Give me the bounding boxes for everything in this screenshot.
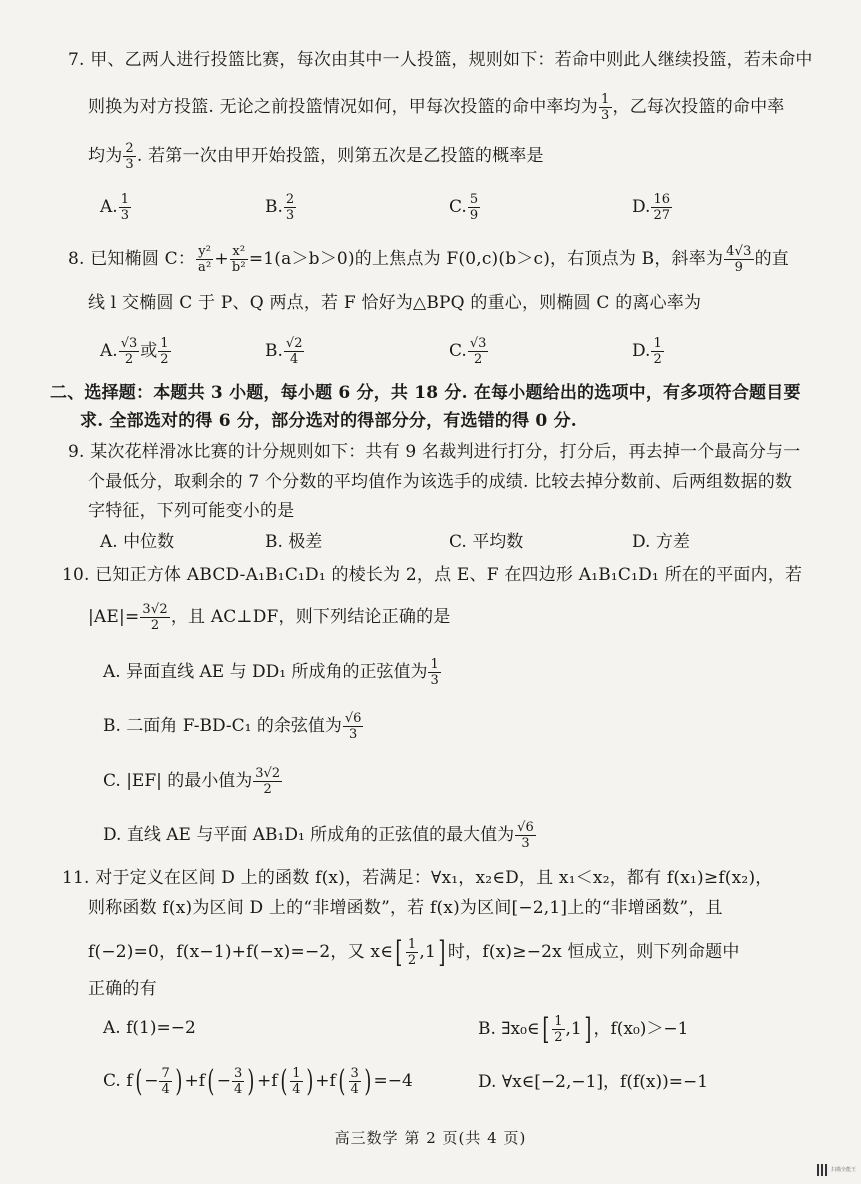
- q7-line2: [88, 92, 785, 123]
- frac-num: y²: [196, 244, 213, 260]
- frac-num: 1: [160, 336, 169, 351]
- option-text: ，f(x₀)＞−1: [593, 1019, 689, 1039]
- right-paren: ): [175, 1063, 183, 1099]
- q10-line2: [88, 602, 451, 633]
- frac-num: √2: [285, 336, 303, 351]
- option-fraction: [119, 336, 140, 367]
- q10-option-c[interactable]: [103, 766, 283, 797]
- left-bracket: [: [395, 934, 403, 970]
- q8-slope-fraction: [724, 244, 753, 275]
- option-fraction: [284, 336, 305, 367]
- q8-plus: +: [214, 249, 229, 269]
- q10-line1: [62, 563, 802, 587]
- frac-num: 1: [120, 192, 129, 207]
- option-text: B. 极差: [265, 532, 323, 552]
- left-paren: (: [134, 1063, 142, 1099]
- q8-option-a[interactable]: [100, 336, 172, 367]
- option-label: D.: [632, 341, 651, 361]
- q11-text-3b: ,1: [419, 942, 437, 962]
- q8-line1: [68, 244, 789, 275]
- frac-num: 1: [653, 336, 662, 351]
- frac-den: 3: [521, 836, 530, 851]
- section2-heading-line1: [50, 381, 801, 405]
- q9-line3: [88, 499, 294, 523]
- section2-heading-line2: [80, 409, 577, 433]
- q9-line1: [68, 440, 800, 464]
- option-text: D. 方差: [632, 532, 690, 552]
- frac-num: 1: [430, 657, 439, 672]
- watermark-text: 扫描全能王: [831, 1167, 857, 1173]
- q8-ellipse-term-y: [196, 244, 213, 275]
- option-label: B.: [265, 197, 283, 217]
- frac-den: 2: [554, 1030, 563, 1045]
- frac-num: √6: [517, 820, 534, 835]
- frac-num: 5: [469, 192, 479, 207]
- q7-option-c[interactable]: [449, 192, 481, 223]
- q9-text-1: 9. 某次花样滑冰比赛的计分规则如下：共有 9 名裁判进行打分，打分后，再去掉一个最高分与一: [68, 442, 801, 462]
- option-fraction: [651, 336, 663, 367]
- right-bracket: ]: [584, 1011, 592, 1047]
- frac-num: 3: [350, 1066, 359, 1081]
- option-text: D. ∀x∈[−2,−1]，f(f(x))=−1: [478, 1072, 709, 1092]
- frac-num: 4√3: [726, 244, 752, 259]
- q7-fraction-two-thirds: [123, 141, 135, 172]
- frac-den: 2: [150, 618, 160, 633]
- frac-num: 2: [285, 192, 295, 207]
- option-label: C.: [449, 341, 467, 361]
- q11-text-3a: f(−2)=0，f(x−1)+f(−x)=−2，又 x∈: [88, 942, 393, 962]
- q11-option-d[interactable]: [478, 1070, 708, 1094]
- frac-num: 3√2: [142, 602, 168, 617]
- frac-den: 3: [120, 208, 129, 223]
- frac-den: 2: [653, 352, 662, 367]
- frac-num: √3: [120, 336, 138, 351]
- q11-option-c[interactable]: C. f( − $\frac{7}{4}$ ) +f( − $\frac{3}{4}$ ) +f( $\frac{1}{4}$ ) +f( $\frac{3}{4}$ ) =−4: [103, 1063, 413, 1099]
- option-fraction: [552, 1014, 564, 1045]
- frac-num: 7: [161, 1066, 170, 1081]
- section2-text-1: 二、选择题：本题共 3 小题，每小题 6 分，共 18 分. 在每小题给出的选项中，有多项符合题目要: [50, 383, 801, 403]
- q8-ellipse-term-x: [230, 244, 248, 275]
- frac-den: 4: [234, 1082, 243, 1097]
- option-fraction: [253, 766, 282, 797]
- q7-option-d[interactable]: [632, 192, 673, 223]
- q11-option-b[interactable]: [478, 1011, 689, 1047]
- option-fraction: [468, 192, 480, 223]
- q10-option-a[interactable]: [103, 657, 442, 688]
- frac-den: 3: [349, 727, 358, 742]
- q9-text-3: 字特征，下列可能变小的是: [88, 501, 295, 521]
- frac-den: 4: [292, 1082, 301, 1097]
- option-fraction: [290, 1066, 302, 1097]
- q10-text-2a: |AE|=: [88, 607, 140, 627]
- frac-den: 9: [469, 208, 479, 223]
- option-fraction: [515, 820, 536, 851]
- option-text: C. f: [103, 1071, 133, 1091]
- option-text: B. 二面角 F-BD-C₁ 的余弦值为: [103, 716, 342, 736]
- option-fraction: [284, 192, 296, 223]
- q9-option-b[interactable]: [265, 530, 322, 554]
- q10-text-1: 10. 已知正方体 ABCD-A₁B₁C₁D₁ 的棱长为 2，点 E、F 在四边形 A₁B₁C₁D₁ 所在的平面内，若: [62, 565, 803, 585]
- q8-option-d[interactable]: [632, 336, 665, 367]
- option-or: 或: [140, 341, 158, 361]
- frac-num: 3√2: [255, 766, 281, 781]
- q9-option-d[interactable]: [632, 530, 690, 554]
- option-fraction: [343, 711, 364, 742]
- frac-den: 2: [124, 352, 134, 367]
- right-paren: ): [305, 1063, 313, 1099]
- q9-text-2: 个最低分，取剩余的 7 个分数的平均值作为该选手的成绩. 比较去掉分数前、后两组数据的数: [88, 472, 793, 492]
- q7-option-b[interactable]: [265, 192, 297, 223]
- q11-text-4: 正确的有: [88, 979, 157, 999]
- section2-text-2: 求. 全部选对的得 6 分，部分选对的得部分分，有选错的得 0 分.: [80, 411, 577, 431]
- option-fraction: [159, 1066, 171, 1097]
- frac-num: 3: [234, 1066, 243, 1081]
- option-text: C. 平均数: [449, 532, 524, 552]
- q11-line3: [88, 934, 740, 970]
- left-paren: (: [338, 1063, 346, 1099]
- q8-option-b[interactable]: [265, 336, 305, 367]
- option-text: A. 异面直线 AE 与 DD₁ 所成角的正弦值为: [103, 662, 428, 682]
- option-label: A.: [100, 341, 118, 361]
- frac-num: 1: [601, 92, 610, 107]
- q8-line2: [88, 291, 701, 315]
- frac-den: 2: [473, 352, 483, 367]
- left-paren: (: [207, 1063, 215, 1099]
- option-fraction: [651, 192, 672, 223]
- q11-line1: [62, 866, 772, 890]
- q8-text-1c: =1(a＞b＞0)的上焦点为 F(0,c)(b＞c)，右顶点为 B，斜率为: [248, 249, 724, 269]
- option-fraction: [468, 336, 489, 367]
- frac-num: 1: [554, 1014, 563, 1029]
- option-text: A. f(1)=−2: [103, 1018, 196, 1038]
- q11-text-1: 11. 对于定义在区间 D 上的函数 f(x)，若满足：∀x₁，x₂∈D，且 x₁＜x₂，都有 f(x₁)≥f(x₂)，: [62, 868, 773, 888]
- option-text: C. |EF| 的最小值为: [103, 771, 253, 791]
- q9-option-c[interactable]: [449, 530, 523, 554]
- frac-den: 3: [285, 208, 295, 223]
- q7-text-3b: . 若第一次由甲开始投篮，则第五次是乙投篮的概率是: [136, 146, 544, 166]
- frac-num: 2: [125, 141, 134, 156]
- q11-text-3c: 时，f(x)≥−2x 恒成立，则下列命题中: [447, 942, 740, 962]
- option-text: ,1: [565, 1019, 582, 1039]
- frac-den: a²: [198, 260, 212, 275]
- option-fraction: [428, 657, 440, 688]
- frac-den: 3: [601, 108, 610, 123]
- scanner-logo-icon: [817, 1164, 829, 1176]
- left-paren: (: [279, 1063, 287, 1099]
- option-text: =−4: [373, 1071, 413, 1091]
- option-label: B.: [265, 341, 283, 361]
- frac-num: √6: [344, 711, 362, 726]
- option-text: B. ∃x₀∈: [478, 1019, 540, 1039]
- option-label: A.: [100, 197, 118, 217]
- option-label: D.: [632, 197, 651, 217]
- q11-line4: [88, 977, 157, 1001]
- right-paren: ): [247, 1063, 255, 1099]
- frac-den: 4: [290, 352, 299, 367]
- option-fraction: [119, 192, 131, 223]
- q8-text-1d: 的直: [754, 249, 789, 269]
- q11-line2: [88, 896, 723, 920]
- frac-den: 9: [734, 260, 744, 275]
- left-bracket: [: [541, 1011, 549, 1047]
- q11-half-fraction: [406, 937, 418, 968]
- right-bracket: ]: [438, 934, 446, 970]
- q11-text-2: 则称函数 f(x)为区间 D 上的“非增函数”，若 f(x)为区间[−2,1]上的“非增函数”，且: [88, 898, 723, 918]
- frac-num: 1: [292, 1066, 301, 1081]
- frac-den: 4: [350, 1082, 359, 1097]
- frac-den: 4: [161, 1082, 170, 1097]
- q7-fraction-one-third: [599, 92, 611, 123]
- q7-text-2b: ，乙每次投篮的命中率: [612, 97, 785, 117]
- right-paren: ): [364, 1063, 372, 1099]
- q7-text-3a: 均为: [88, 146, 123, 166]
- frac-den: 3: [430, 673, 439, 688]
- q8-text-1a: 8. 已知椭圆 C：: [68, 249, 196, 269]
- q10-option-b[interactable]: [103, 711, 364, 742]
- q7-option-a[interactable]: [100, 192, 132, 223]
- frac-den: b²: [231, 260, 246, 275]
- q7-line3: [88, 141, 544, 172]
- frac-den: 2: [160, 352, 169, 367]
- q8-option-c[interactable]: [449, 336, 489, 367]
- q11-option-a[interactable]: [103, 1016, 196, 1040]
- option-fraction: [232, 1066, 244, 1097]
- frac-den: 27: [653, 208, 670, 223]
- option-label: C.: [449, 197, 467, 217]
- frac-num: x²: [230, 244, 248, 260]
- q7-text-1: 7. 甲、乙两人进行投篮比赛，每次由其中一人投篮，规则如下：若命中则此人继续投篮，若未命中: [68, 50, 813, 70]
- frac-den: 2: [407, 953, 417, 968]
- q10-text-2b: ，且 AC⊥DF，则下列结论正确的是: [170, 607, 451, 627]
- frac-den: 2: [263, 782, 272, 797]
- q7-text-2a: 则换为对方投篮. 无论之前投篮情况如何，甲每次投篮的命中率均为: [88, 97, 599, 117]
- q10-ae-fraction: [140, 602, 169, 633]
- frac-num: √3: [469, 336, 487, 351]
- option-text: D. 直线 AE 与平面 AB₁D₁ 所成角的正弦值的最大值为: [103, 825, 515, 845]
- option-fraction: [158, 336, 170, 367]
- page-footer: 高三数学 第 2 页(共 4 页): [334, 1129, 527, 1147]
- q9-option-a[interactable]: [100, 530, 174, 554]
- frac-den: 3: [125, 157, 134, 172]
- frac-num: 16: [653, 192, 670, 207]
- frac-num: 1: [407, 937, 417, 952]
- q9-line2: [88, 470, 792, 494]
- option-text: A. 中位数: [100, 532, 175, 552]
- q7-line1: [68, 48, 813, 72]
- q8-text-2: 线 l 交椭圆 C 于 P、Q 两点，若 F 恰好为△BPQ 的重心，则椭圆 C 的离心率为: [88, 293, 702, 313]
- q10-option-d[interactable]: [103, 820, 537, 851]
- option-fraction: [349, 1066, 361, 1097]
